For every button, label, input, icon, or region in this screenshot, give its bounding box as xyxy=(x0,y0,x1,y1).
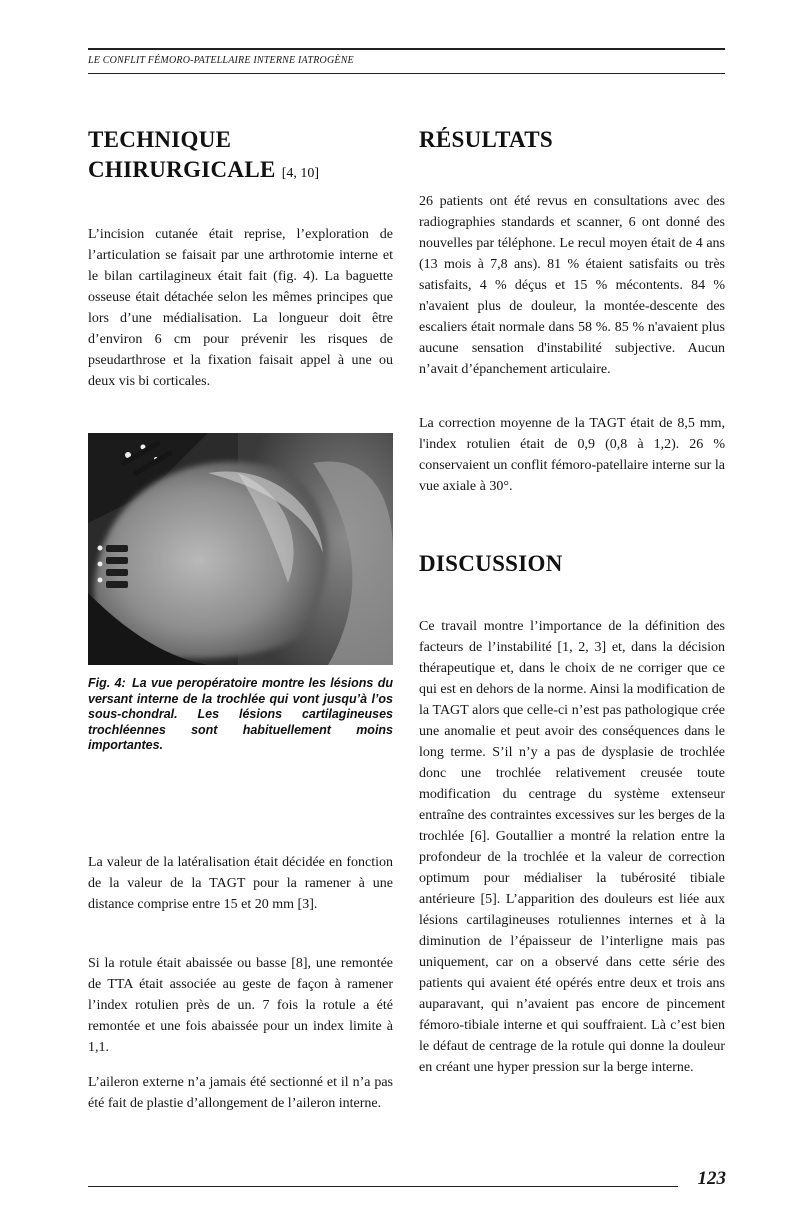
lateralisation-paragraph: La valeur de la latéralisation était décidée en fonction de la valeur de la TAGT pour la ramener à une distance comprise entre 15 et 20 mm [3]. xyxy=(88,855,393,912)
technique-title-ref: [4, 10] xyxy=(281,166,320,181)
section-title-technique xyxy=(88,125,393,189)
intraoperative-photo xyxy=(88,433,393,665)
aileron-paragraph: L’aileron externe n’a jamais été sectionné et il n’a pas été fait de plastie d’allongement de l’aileron interne. xyxy=(88,1075,393,1111)
intraoperative-photo-drawing xyxy=(88,433,393,665)
resultats-paragraph-1: 26 patients ont été revus en consultations avec des radiographies standards et scanner, 6 ont donné des nouvelles par téléphone. Le recul moyen était de 4 ans (13 mois à 7,8 ans). 81 % étaient satisfaits ou très satisfaits, 4 % déçus et 15 % mécontents. 84 % n'avaient plus de douleur, la montée-descente des escaliers était normale dans 58 %. 85 % n'avaient plus aucune sensation d'instabilité subjective. Aucun n’avait d’épanchement articulaire. xyxy=(419,194,725,377)
running-title: LE CONFLIT FÉMORO-PATELLAIRE INTERNE IATROGÈNE xyxy=(88,55,354,66)
page-number: 123 xyxy=(697,1168,726,1189)
rotule-paragraph: Si la rotule était abaissée ou basse [8], une remontée de TTA était associée au geste de façon à ramener l’index rotulien près de un. 7 fois la rotule a été remontée et une fois abaissée pour un index limite à 1,1. xyxy=(88,956,393,1055)
resultats-paragraph-2: La correction moyenne de la TAGT était de 8,5 mm, l'index rotulien était de 0,9 (0,8 à 1,2). 26 % conservaient un conflit fémoro-patellaire interne sur la vue axiale à 30°. xyxy=(419,416,725,494)
technique-paragraph: L’incision cutanée était reprise, l’exploration de l’articulation se faisait par une arthrotomie interne et le bilan cartilagineux était fait (fig. 4). La baguette osseuse était détachée selon les mêmes principes que lors d’une médialisation. La longueur doit être d’environ 6 cm pour prévenir les risques de pseudarthrose et la fixation faisait appel à une ou deux vis bi corticales. xyxy=(88,227,393,389)
header-rule-bottom xyxy=(88,73,725,74)
technique-title-line1: TECHNIQUE xyxy=(88,127,232,152)
footer-rule xyxy=(88,1186,678,1187)
section-title-resultats: RÉSULTATS xyxy=(419,127,553,152)
header-rule-top xyxy=(88,48,725,50)
figure-caption-text: La vue peropératoire montre les lésions du versant interne de la trochlée qui vont jusqu’à l’os sous-chondral. Les lésions cartilagineuses trochléennes sont habituellement moins importantes. xyxy=(88,676,393,752)
discussion-paragraph: Ce travail montre l’importance de la définition des facteurs de l’instabilité [1, 2, 3] et, dans la décision thérapeutique et, dans le choix de ne corriger que ce qui est en dehors de la norme. Ainsi la modification de la TAGT alors que celle-ci n’est pas pathologique crée une anomalie et peut avoir des conséquences dans le long terme. S’il n’y a pas de dysplasie de trochlée donc une trochlée relativement creusée toute modification du centrage du système extenseur entraîne des contraintes excessives sur les berges de la trochlée [6]. Goutallier a montré la relation entre la profondeur de la trochlée et la valeur de correction optimum pour médialiser la tubérosité tibiale antérieure [5]. L’apparition des douleurs est liée aux lésions cartilagineuses rotuliennes internes et à la diminution de l’épaisseur de l’interligne mais pas uniquement, car on a observé dans cette série des patients qui avaient été opérés entre deux et trois ans auparavant, qui n’avaient pas encore de pincement fémoro-tibiale interne et qui souffraient. Là c’est bien le défaut de centrage de la rotule qui donne la douleur en créant une hyper pression sur la berge interne. xyxy=(419,619,725,1075)
figure-label: Fig. 4: xyxy=(88,676,126,690)
section-title-discussion: DISCUSSION xyxy=(419,551,563,576)
figure-caption xyxy=(88,676,393,754)
technique-title-line2: CHIRURGICALE xyxy=(88,157,276,182)
